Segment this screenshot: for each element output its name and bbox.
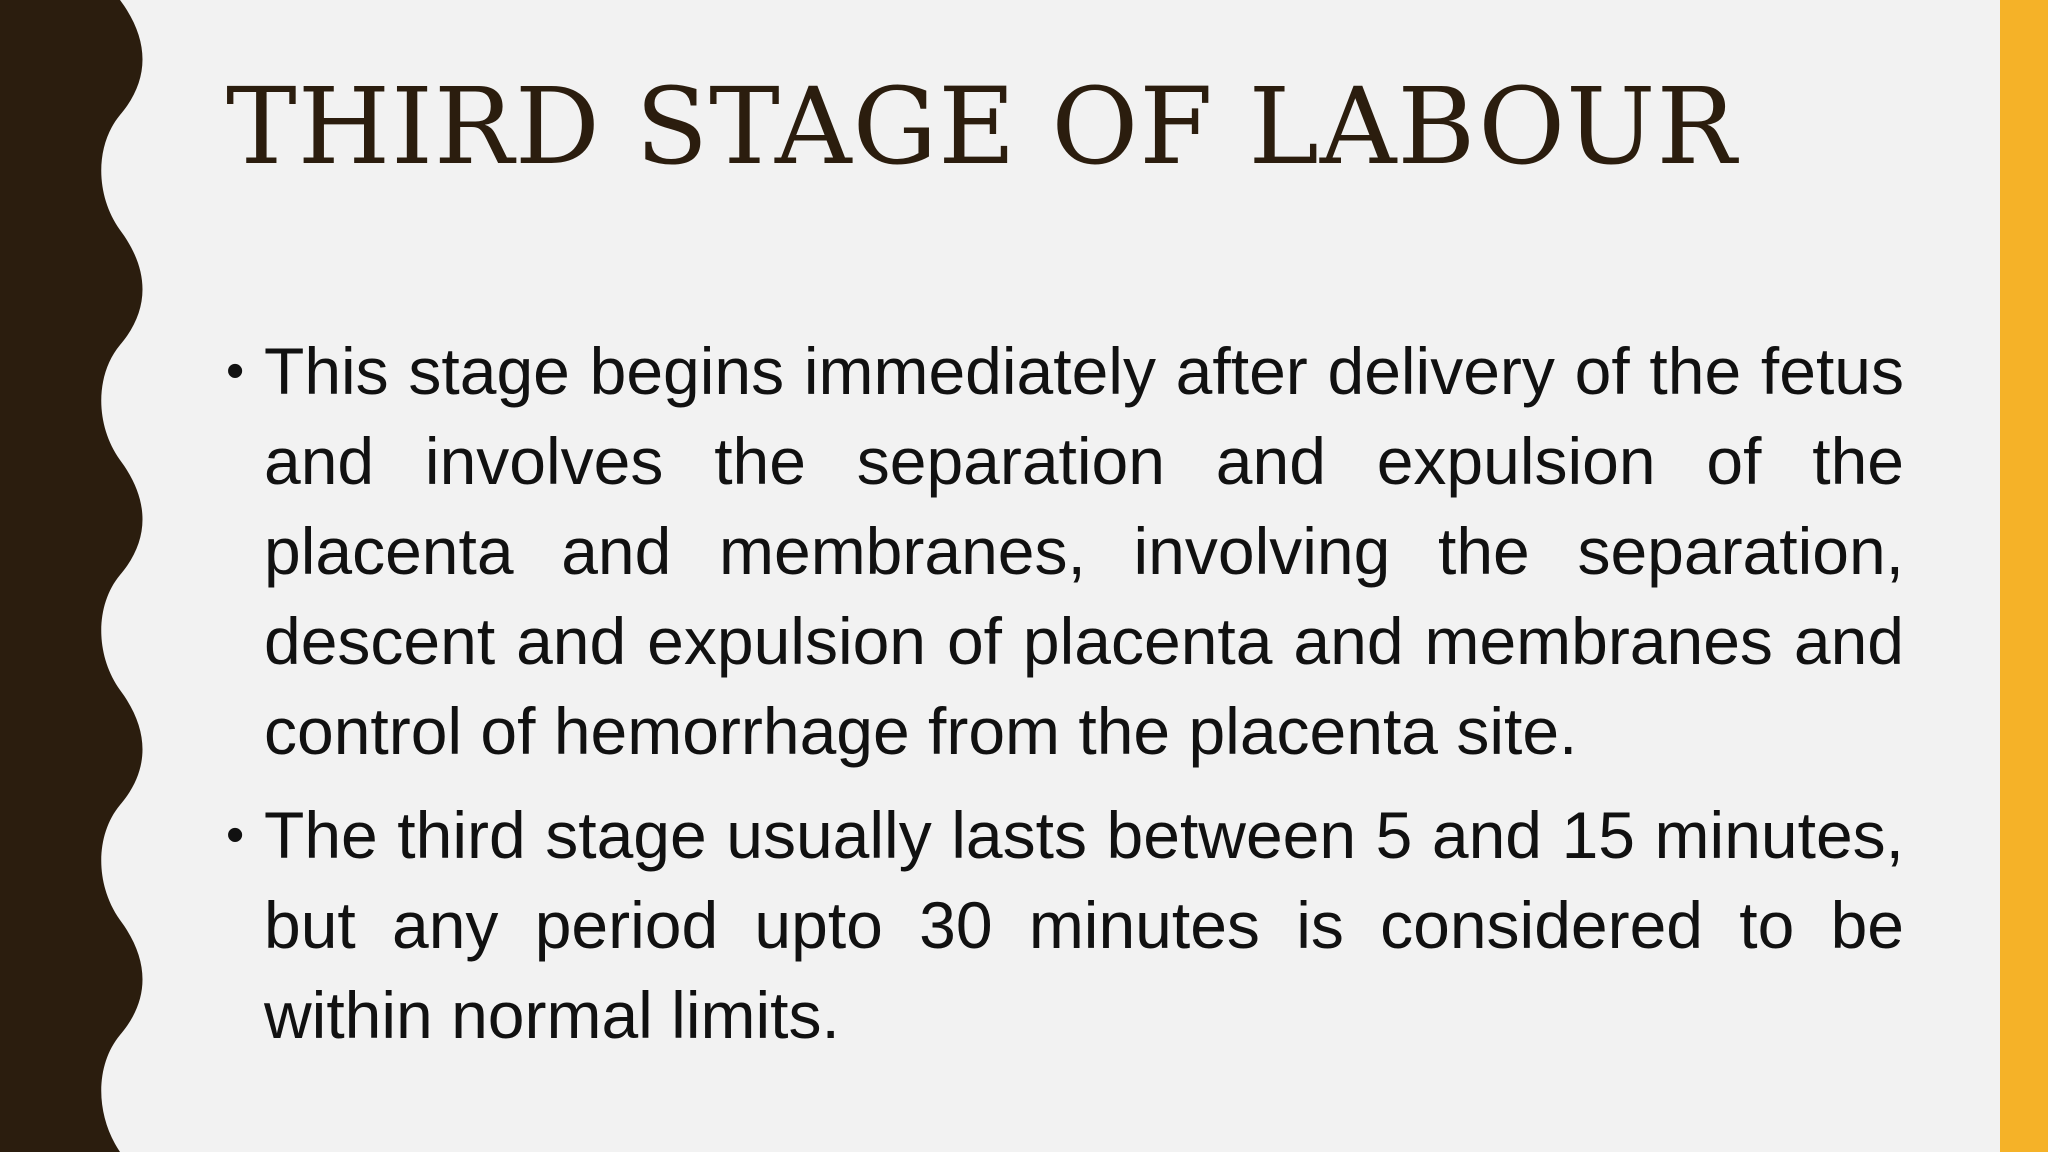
right-accent-bar (2000, 0, 2048, 1152)
bullet-list (226, 326, 1904, 1060)
bullet-text: The third stage usually lasts between 5 and 15 minutes, but any period upto 30 minutes is considered to be within normal limits. (264, 798, 1904, 1052)
bullet-text: This stage begins immediately after delivery of the fetus and involves the separation and expulsion of the placenta and membranes, involving the separation, descent and expulsion of placenta and membranes and control of hemorrhage from the placenta site. (264, 334, 1904, 768)
bullet-marker: • (226, 806, 245, 864)
bullet-item (226, 326, 1904, 776)
wavy-left-band (0, 0, 160, 1152)
bullet-item (226, 790, 1904, 1060)
slide-title: THIRD STAGE OF LABOUR (226, 65, 1738, 188)
wave-shape (0, 0, 143, 1152)
bullet-marker: • (226, 342, 245, 400)
